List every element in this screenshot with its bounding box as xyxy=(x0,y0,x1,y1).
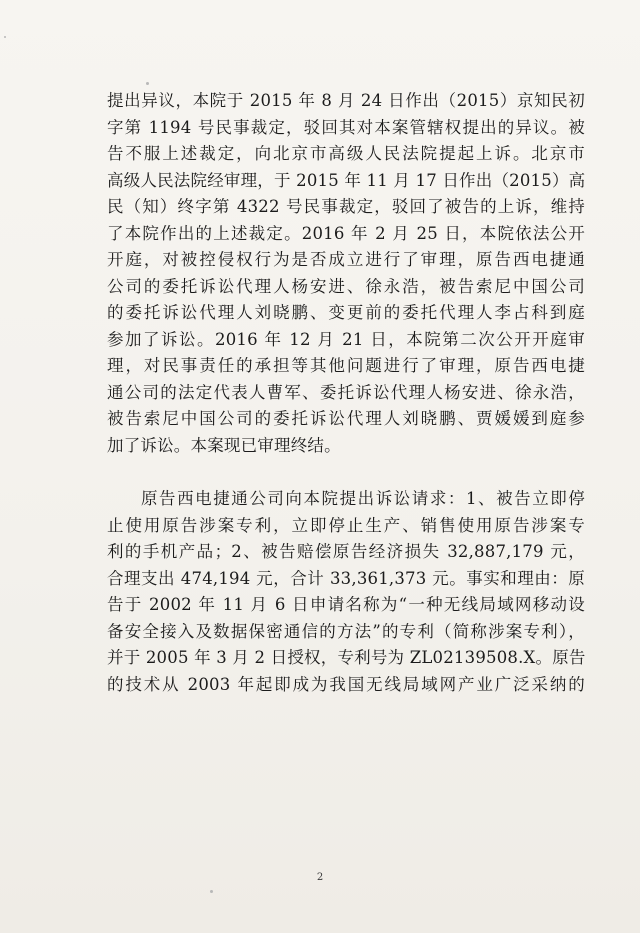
text-line: 理，对民事责任的承担等其他问题进行了审理，原告西电捷 xyxy=(107,356,585,375)
page-number: 2 xyxy=(316,872,324,883)
text-line: 提出异议，本院于 2015 年 8 月 24 日作出（2015）京知民初 xyxy=(107,91,585,110)
scan-speck-bottom xyxy=(210,890,213,893)
scan-speck-top xyxy=(146,82,149,85)
paragraph-gap xyxy=(107,459,585,486)
text-line: 通公司的法定代表人曹军、委托诉讼代理人杨安进、徐永浩， xyxy=(107,382,585,402)
text-line: 参加了诉讼。2016 年 12 月 21 日，本院第二次公开开庭审 xyxy=(107,329,585,349)
text-line: 并于 2005 年 3 月 2 日授权，专利号为 ZL02139508.X。原告 xyxy=(107,648,586,667)
text-line: 止使用原告涉案专利，立即停止生产、销售使用原告涉案专 xyxy=(107,515,585,535)
scan-speck-left xyxy=(4,36,6,38)
text-line: 字第 1194 号民事裁定，驳回其对本案管辖权提出的异议。被 xyxy=(107,117,585,137)
text-line: 告不服上述裁定，向北京市高级人民法院提起上诉。北京市 xyxy=(107,144,585,163)
text-line: 合理支出 474,194 元，合计 33,361,373 元。事实和理由：原 xyxy=(107,568,585,588)
body-text xyxy=(107,88,585,698)
text-line: 原告西电捷通公司向本院提出诉讼请求：1、被告立即停 xyxy=(141,489,585,508)
text-line: 被告索尼中国公司的委托诉讼代理人刘晓鹏、贾媛媛到庭参 xyxy=(107,409,585,428)
text-line: 了本院作出的上述裁定。2016 年 2 月 25 日，本院依法公开 xyxy=(107,223,585,243)
text-line: 高级人民法院经审理，于 2015 年 11 月 17 日作出（2015）高 xyxy=(107,170,586,190)
text-line: 公司的委托诉讼代理人杨安进、徐永浩，被告索尼中国公司 xyxy=(107,276,585,296)
text-line: 备安全接入及数据保密通信的方法”的专利（简称涉案专利）， xyxy=(107,621,585,641)
text-line: 利的手机产品；2、被告赔偿原告经济损失 32,887,179 元， xyxy=(107,542,585,561)
text-line: 开庭，对被控侵权行为是否成立进行了审理，原告西电捷通 xyxy=(107,250,585,269)
text-line: 的委托诉讼代理人刘晓鹏、变更前的委托代理人李占科到庭 xyxy=(107,303,585,322)
text-line: 的技术从 2003 年起即成为我国无线局域网产业广泛采纳的 xyxy=(107,674,585,694)
text-line: 民（知）终字第 4322 号民事裁定，驳回了被告的上诉，维持 xyxy=(107,197,585,216)
text-line: 加了诉讼。本案现已审理终结。 xyxy=(107,435,341,455)
text-line: 告于 2002 年 11 月 6 日申请名称为“一种无线局域网移动设 xyxy=(107,595,585,614)
